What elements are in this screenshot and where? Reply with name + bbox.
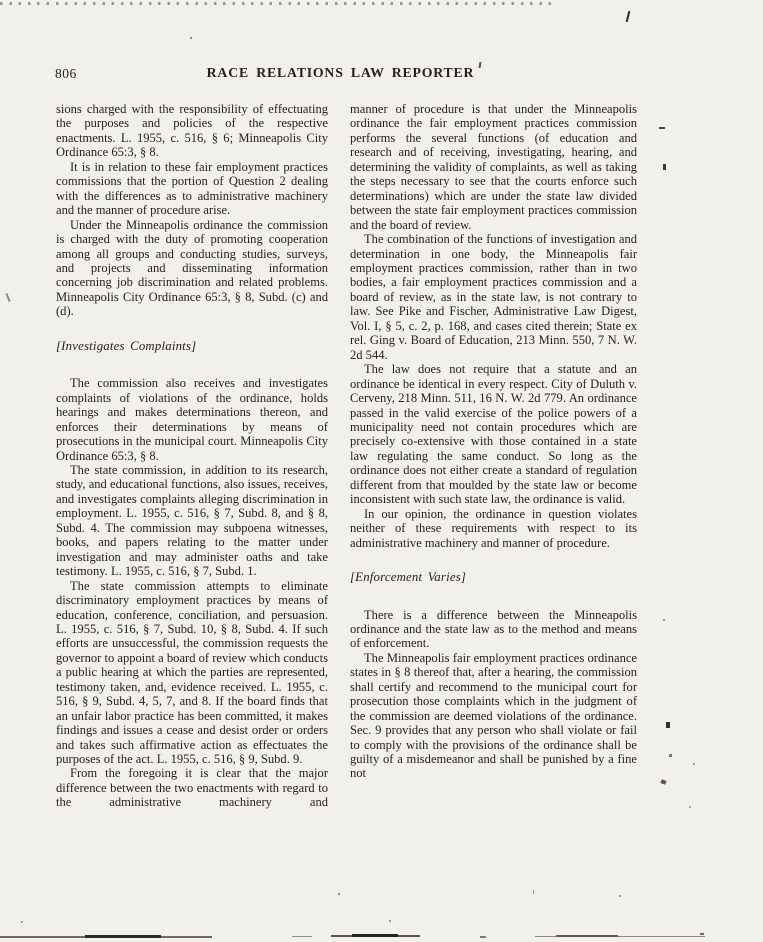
section-heading-enforcement-varies: [Enforcement Varies] bbox=[350, 570, 467, 585]
paragraph: The Minneapolis fair employment practices ordinance states in § 8 thereof that, after a hearing, the commission shall certify and recommend to the municipal court for prosecution those complaints which in the judgment of the commission are deemed violations of the ordinance. Sec. 9 provides that any person who shall violate or fail to comply with the provisions of the ordinance shall be guilty of a misdemeanor and shall be punished by a fine not bbox=[350, 650, 637, 781]
paragraph: manner of procedure is that under the Minneapolis ordinance the fair employment practices commission performs the several functions (of education and research and of receiving, investigating, hearing, and determining the validity of complaints, as well as taking the steps necessary to see that the courts enforce such determinations) which are under the state law divided between the state fair employment practices commission and the board of review. bbox=[350, 102, 637, 232]
scan-bottom-line-segment bbox=[535, 936, 705, 937]
scan-speck bbox=[663, 619, 665, 621]
scan-speck bbox=[21, 921, 23, 923]
paragraph: The combination of the functions of investigation and determination in one body, the Minneapolis fair employment practices commission, rather than in two bodies, a fair employment practices commission and a board of review, as in the state law, is not contrary to law. See Pike and Fischer, Administrative Law Digest, Vol. I, § 5, c. 2, p. 168, and cases cited therein; State ex rel. Ging v. Board of Education, 213 Minn. 550, 7 N. W. 2d 544. bbox=[350, 232, 637, 362]
scan-bottom-line-segment bbox=[480, 936, 486, 938]
scan-speck bbox=[619, 895, 621, 897]
paragraph: From the foregoing it is clear that the major difference between the two enactments with regard to the administrative machinery and bbox=[56, 766, 328, 810]
scan-bottom-line-segment bbox=[556, 935, 618, 937]
scan-speck bbox=[389, 920, 391, 922]
running-head-title: RACE RELATIONS LAW REPORTER bbox=[206, 65, 475, 80]
left-column bbox=[56, 102, 328, 888]
paragraph: The law does not require that a statute and an ordinance be identical in every respect. City of Duluth v. Cerveny, 218 Minn. 511, 16 N. W. 2d 779. An ordinance passed in the valid exercise of the police powers of a municipality need not contain procedures which are precisely co-extensive with those contained in a state law regulating the same conduct. So long as the ordinance does not either create a standard of regulation different from that moulded by the state law or become inconsistent with such state law, the ordinance is valid. bbox=[350, 362, 637, 507]
scan-bottom-line-segment bbox=[85, 935, 161, 938]
scan-bottom-line-segment bbox=[700, 933, 704, 935]
scan-speck bbox=[689, 806, 691, 808]
scan-bottom-line-segment bbox=[0, 936, 212, 938]
paragraph: sions charged with the responsibility of effectuating the purposes and policies of the respective enactments. L. 1955, c. 516, § 6; Minneapolis City Ordinance 65:3, § 8. bbox=[56, 102, 328, 160]
scan-bottom-line-segment bbox=[292, 936, 312, 937]
page-number: 806 bbox=[55, 66, 77, 81]
scan-bottom-line-segment bbox=[331, 935, 420, 937]
scan-speck bbox=[533, 890, 535, 894]
section-heading-investigates-complaints: [Investigates Complaints] bbox=[56, 338, 197, 353]
scan-speck bbox=[659, 127, 665, 129]
scan-speck bbox=[190, 37, 192, 39]
scan-speck bbox=[626, 11, 631, 22]
scan-speck bbox=[660, 779, 666, 784]
paragraph: In our opinion, the ordinance in question violates neither of these requirements with respect to its administrative machinery and manner of procedure. bbox=[350, 506, 637, 550]
scan-dotted-edge-line bbox=[0, 2, 557, 5]
paragraph: It is in relation to these fair employment practices commissions that the portion of Question 2 dealing with the differences as to administrative machinery and the manner of procedure arise. bbox=[56, 159, 328, 218]
right-column bbox=[350, 102, 637, 888]
paragraph: The commission also receives and investigates complaints of violations of the ordinance, holds hearings and makes determinations thereon, and enforces their determinations by means of prosecutions in the municipal court. Minneapolis City Ordinance 65:3, § 8. bbox=[56, 376, 328, 463]
scan-speck bbox=[693, 763, 695, 765]
paragraph: Under the Minneapolis ordinance the commission is charged with the duty of promoting cooperation among all groups and conducting studies, surveys, and projects and disseminating information concerning job discrimination and related problems. Minneapolis City Ordinance 65:3, § 8, Subd. (c) and (d). bbox=[56, 217, 328, 319]
paragraph: There is a difference between the Minneapolis ordinance and the state law as to the method and means of enforcement. bbox=[350, 607, 637, 651]
scan-speck bbox=[666, 722, 670, 728]
scan-speck bbox=[669, 754, 672, 757]
scan-speck bbox=[5, 293, 10, 302]
scan-speck bbox=[663, 164, 666, 170]
scan-speck bbox=[338, 893, 340, 895]
paragraph: The state commission attempts to eliminate discriminatory employment practices by means of education, conference, conciliation, and persuasion. L. 1955, c. 516, § 7, Subd. 10, § 8, Subd. 4. If such efforts are unsuccessful, the commission requests the governor to appoint a board of review which conducts a public hearing at which the parties are represented, testimony taken, and, evidence received. L. 1955, c. 516, § 9, Subd. 4, 5, 7, and 8. If the board finds that an unfair labor practice has been committed, it makes findings and issues a cease and desist order or orders and takes such affirmative action as effectuates the purposes of the act. L. 1955, c. 516, § 9, Subd. 9. bbox=[56, 578, 328, 767]
scan-bottom-line-segment bbox=[352, 934, 398, 937]
paragraph: The state commission, in addition to its research, study, and educational functions, also issues, receives, and investigates complaints alleging discrimination in employment. L. 1955, c. 516, § 7, Subd. 8, and § 8, Subd. 4. The commission may subpoena witnesses, books, and papers relating to the matter under investigation and may administer oaths and take testimony. L. 1955, c. 516, § 7, Subd. 1. bbox=[56, 462, 328, 579]
